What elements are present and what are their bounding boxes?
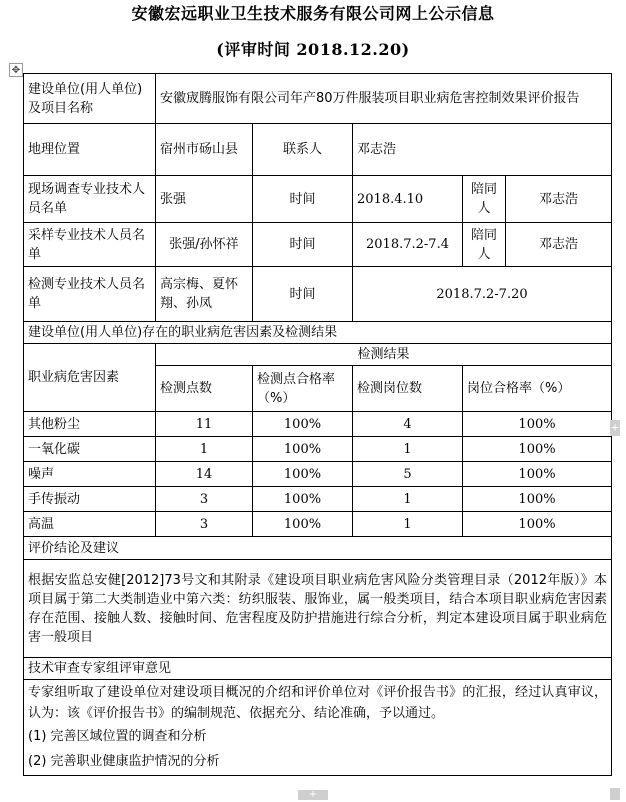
hazard-factor: 噪声 — [24, 462, 156, 487]
hazard-points: 3 — [156, 487, 253, 512]
hazard-posts: 1 — [353, 437, 463, 462]
testing-label: 检测专业技术人员名单 — [24, 267, 156, 322]
hazard-post-rate: 100% — [463, 437, 612, 462]
sampling-time-label: 时间 — [253, 223, 353, 267]
hazard-point-rate: 100% — [253, 487, 353, 512]
survey-escort-value: 邓志浩 — [506, 176, 612, 223]
review-date: (评审时间 2018.12.20) — [216, 40, 410, 59]
column-header: 检测岗位数 — [353, 366, 463, 412]
hazard-points: 14 — [156, 462, 253, 487]
hazard-point-rate: 100% — [253, 512, 353, 537]
review-body — [24, 680, 612, 776]
project-value: 安徽宬腾服饰有限公司年产80万件服装项目职业病危害控制效果评价报告 — [156, 74, 612, 124]
resize-table-icon[interactable] — [610, 788, 620, 800]
column-header: 检测点数 — [156, 366, 253, 412]
hazard-row — [24, 512, 612, 537]
review-title-row — [24, 658, 612, 680]
location-value: 宿州市砀山县 — [156, 124, 253, 176]
testing-time-value: 2018.7.2-7.20 — [353, 267, 612, 322]
survey-label: 现场调查专业技术人员名单 — [24, 176, 156, 223]
survey-escort-label: 陪同人 — [463, 176, 506, 223]
column-header: 检测点合格率（%） — [253, 366, 353, 412]
insert-column-icon[interactable]: + — [610, 421, 620, 434]
survey-time-label: 时间 — [253, 176, 353, 223]
insert-row-icon[interactable]: + — [298, 790, 328, 800]
location-label: 地理位置 — [24, 124, 156, 176]
hazard-post-rate: 100% — [463, 462, 612, 487]
review-item: (2) 完善职业健康监护情况的分析 — [28, 754, 220, 769]
hazard-factor: 一氧化碳 — [24, 437, 156, 462]
survey-time-value: 2018.4.10 — [353, 176, 463, 223]
project-label: 建设单位(用人单位)及项目名称 — [24, 74, 156, 124]
survey-staff: 张强 — [156, 176, 253, 223]
contact-value: 邓志浩 — [353, 124, 612, 176]
hazard-posts: 1 — [353, 487, 463, 512]
hazard-post-rate: 100% — [463, 487, 612, 512]
conclusion-text: 根据安监总安健[2012]73号文和其附录《建设项目职业病危害风险分类管理目录（2012年版）》本项目属于第二大类制造业中第六类：纺织服装、服饰业，属一般类项目，结合本项目职业病危害因素存在范围、接触人数、接触时间、危害程度及防护措施进行综合分析，判定本建设项目属于职业病危害一般项目 — [24, 560, 612, 658]
hazard-posts: 1 — [353, 512, 463, 537]
disclosure-table — [23, 73, 612, 776]
hazard-factor: 其他粉尘 — [24, 412, 156, 437]
survey-row — [24, 176, 612, 223]
testing-row — [24, 267, 612, 322]
hazard-points: 3 — [156, 512, 253, 537]
sampling-time-value: 2018.7.2-7.4 — [353, 223, 463, 267]
hazard-post-rate: 100% — [463, 412, 612, 437]
project-row — [24, 74, 612, 124]
hazard-section-row — [24, 322, 612, 344]
hazard-row — [24, 412, 612, 437]
hazard-factor: 高温 — [24, 512, 156, 537]
conclusion-text-row — [24, 560, 612, 658]
sampling-escort-value: 邓志浩 — [506, 223, 612, 267]
factor-header: 职业病危害因素 — [24, 344, 156, 412]
sampling-escort-label: 陪同人 — [463, 223, 506, 267]
review-text-row — [24, 680, 612, 776]
contact-label: 联系人 — [253, 124, 353, 176]
page-title: 安徽宏远职业卫生技术服务有限公司网上公示信息 — [131, 4, 495, 23]
hazard-point-rate: 100% — [253, 437, 353, 462]
testing-time-label: 时间 — [253, 267, 353, 322]
column-header: 岗位合格率（%） — [463, 366, 612, 412]
sampling-label: 采样专业技术人员名单 — [24, 223, 156, 267]
sampling-row — [24, 223, 612, 267]
table-move-icon[interactable]: ✥ — [9, 63, 23, 77]
results-header: 检测结果 — [156, 344, 612, 366]
hazard-section-title: 建设单位(用人单位)存在的职业病危害因素及检测结果 — [24, 322, 612, 344]
hazard-posts: 5 — [353, 462, 463, 487]
review-title: 技术审查专家组评审意见 — [24, 658, 612, 680]
conclusion-title: 评价结论及建议 — [24, 537, 612, 560]
sampling-staff: 张强/孙怀祥 — [156, 223, 253, 267]
hazard-row — [24, 437, 612, 462]
hazard-factor: 手传振动 — [24, 487, 156, 512]
hazard-point-rate: 100% — [253, 462, 353, 487]
hazard-point-rate: 100% — [253, 412, 353, 437]
hazard-points: 11 — [156, 412, 253, 437]
hazard-points: 1 — [156, 437, 253, 462]
hazard-post-rate: 100% — [463, 512, 612, 537]
review-text: 专家组听取了建设单位对建设项目概况的介绍和评价单位对《评价报告书》的汇报，经过认真审议，认为：该《评价报告书》的编制规范、依据充分、结论准确，予以通过。 — [28, 685, 608, 721]
hazard-posts: 4 — [353, 412, 463, 437]
hazard-row — [24, 487, 612, 512]
location-row — [24, 124, 612, 176]
testing-staff: 高宗梅、夏怀翔、孙凤 — [156, 267, 253, 322]
conclusion-title-row — [24, 537, 612, 560]
review-item: (1) 完善区域位置的调查和分析 — [28, 729, 207, 744]
hazard-header-row-1 — [24, 344, 612, 366]
hazard-row — [24, 462, 612, 487]
